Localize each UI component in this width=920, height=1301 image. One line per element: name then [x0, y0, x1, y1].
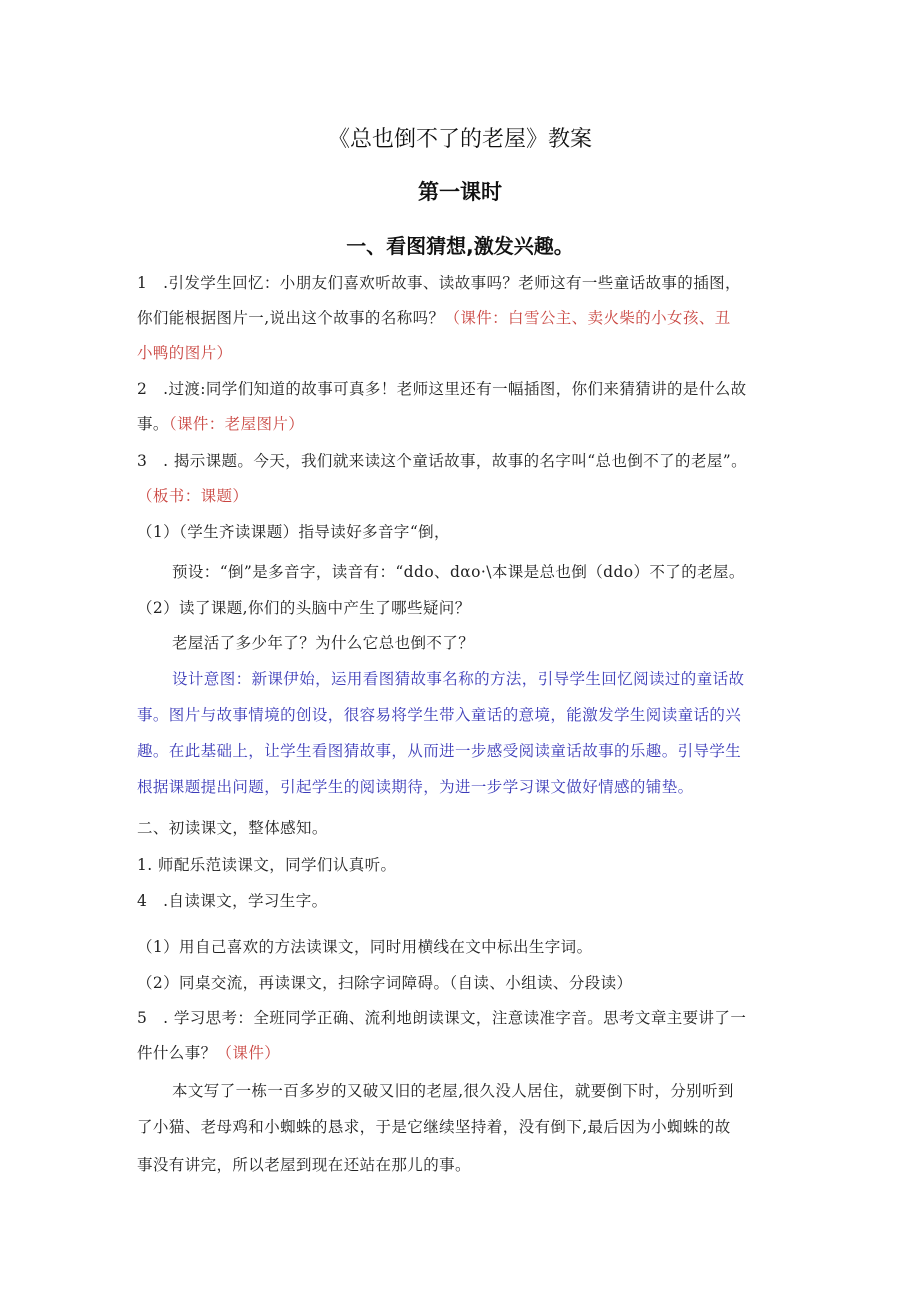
section-heading-1: 一、看图猜想,激发兴趣。	[346, 234, 574, 258]
answer-line-1: 本文写了一栋一百多岁的又破又旧的老屋,很久没人居住，就要倒下时，分别听到	[172, 1082, 734, 1100]
item-4-sub-2: （2）同桌交流，再读课文，扫除字词障碍。（自读、小组读、分段读）	[137, 974, 633, 992]
item-5-line-2	[137, 1042, 280, 1064]
blackboard-note: （板书：课题）	[137, 487, 249, 505]
design-intent-line-1: 设计意图：新课伊始，运用看图猜故事名称的方法，引导学生回忆阅读过的童话故	[172, 670, 745, 688]
item-1: 1. 师配乐范读课文，同学们认真听。	[137, 856, 397, 874]
design-intent-line-2: 事。图片与故事情境的创设，很容易将学生带入童话的意境，能激发学生阅读童话的兴	[137, 706, 742, 724]
design-intent-line-3: 趣。在此基础上，让学生看图猜故事，从而进一步感受阅读童话故事的乐趣。引导学生	[137, 742, 742, 760]
courseware-note-continued: 小鸭的图片）	[137, 344, 233, 362]
section-heading-2: 二、初读课文，整体感知。	[137, 819, 328, 837]
item-4: 4 .自读课文，学习生字。	[137, 892, 328, 910]
courseware-note: （课件：白雪公主、卖火柴的小女孩、丑	[444, 309, 731, 327]
paragraph-2-text: 事。	[137, 415, 169, 433]
paragraph-1-text: 你们能根据图片一,说出这个故事的名称吗？	[137, 309, 445, 327]
answer-line-2: 了小猫、老母鸡和小蜘蛛的恳求，于是它继续坚持着，没有倒下,最后因为小蜘蛛的故	[137, 1118, 731, 1136]
sub-item-1: （1）（学生齐读课题）指导读好多音字“倒，	[137, 523, 450, 541]
design-intent-line-4: 根据课题提出问题，引起学生的阅读期待，为进一步学习课文做好情感的铺垫。	[137, 778, 694, 796]
item-5-text: 件什么事？	[137, 1044, 217, 1062]
courseware-note: （课件：老屋图片）	[168, 415, 305, 433]
document-title: 《总也倒不了的老屋》教案	[327, 127, 592, 152]
answer-line-3: 事没有讲完，所以老屋到现在还站在那儿的事。	[137, 1156, 471, 1174]
paragraph-2-line-2	[137, 413, 304, 435]
paragraph-2-line-1: 2 .过渡:同学们知道的故事可真多！老师这里还有一幅插图，你们来猜猜讲的是什么故	[137, 380, 747, 398]
question-text: 老屋活了多少年了？为什么它总也倒不了？	[172, 634, 475, 652]
paragraph-1-line-1: 1 .引发学生回忆：小朋友们喜欢听故事、读故事吗？老师这有一些童话故事的插图，	[137, 274, 741, 292]
paragraph-1-line-2	[137, 307, 731, 329]
sub-item-2: （2）读了课题,你们的头脑中产生了哪些疑问？	[137, 599, 471, 617]
preset-answer: 预设：“倒”是多音字，读音有：“ddo、dαo·\本课是总也倒（ddo）不了的老屋。	[172, 563, 745, 581]
courseware-note: （课件）	[216, 1044, 281, 1062]
lesson-heading: 第一课时	[418, 180, 502, 204]
paragraph-3-line-1: 3 . 揭示课题。今天，我们就来读这个童话故事，故事的名字叫“总也倒不了的老屋”。	[137, 452, 747, 470]
item-5-line-1: 5 . 学习思考：全班同学正确、流利地朗读课文，注意读准字音。思考文章主要讲了一	[137, 1009, 747, 1027]
item-4-sub-1: （1）用自己喜欢的方法读课文，同时用横线在文中标出生字词。	[137, 938, 593, 956]
